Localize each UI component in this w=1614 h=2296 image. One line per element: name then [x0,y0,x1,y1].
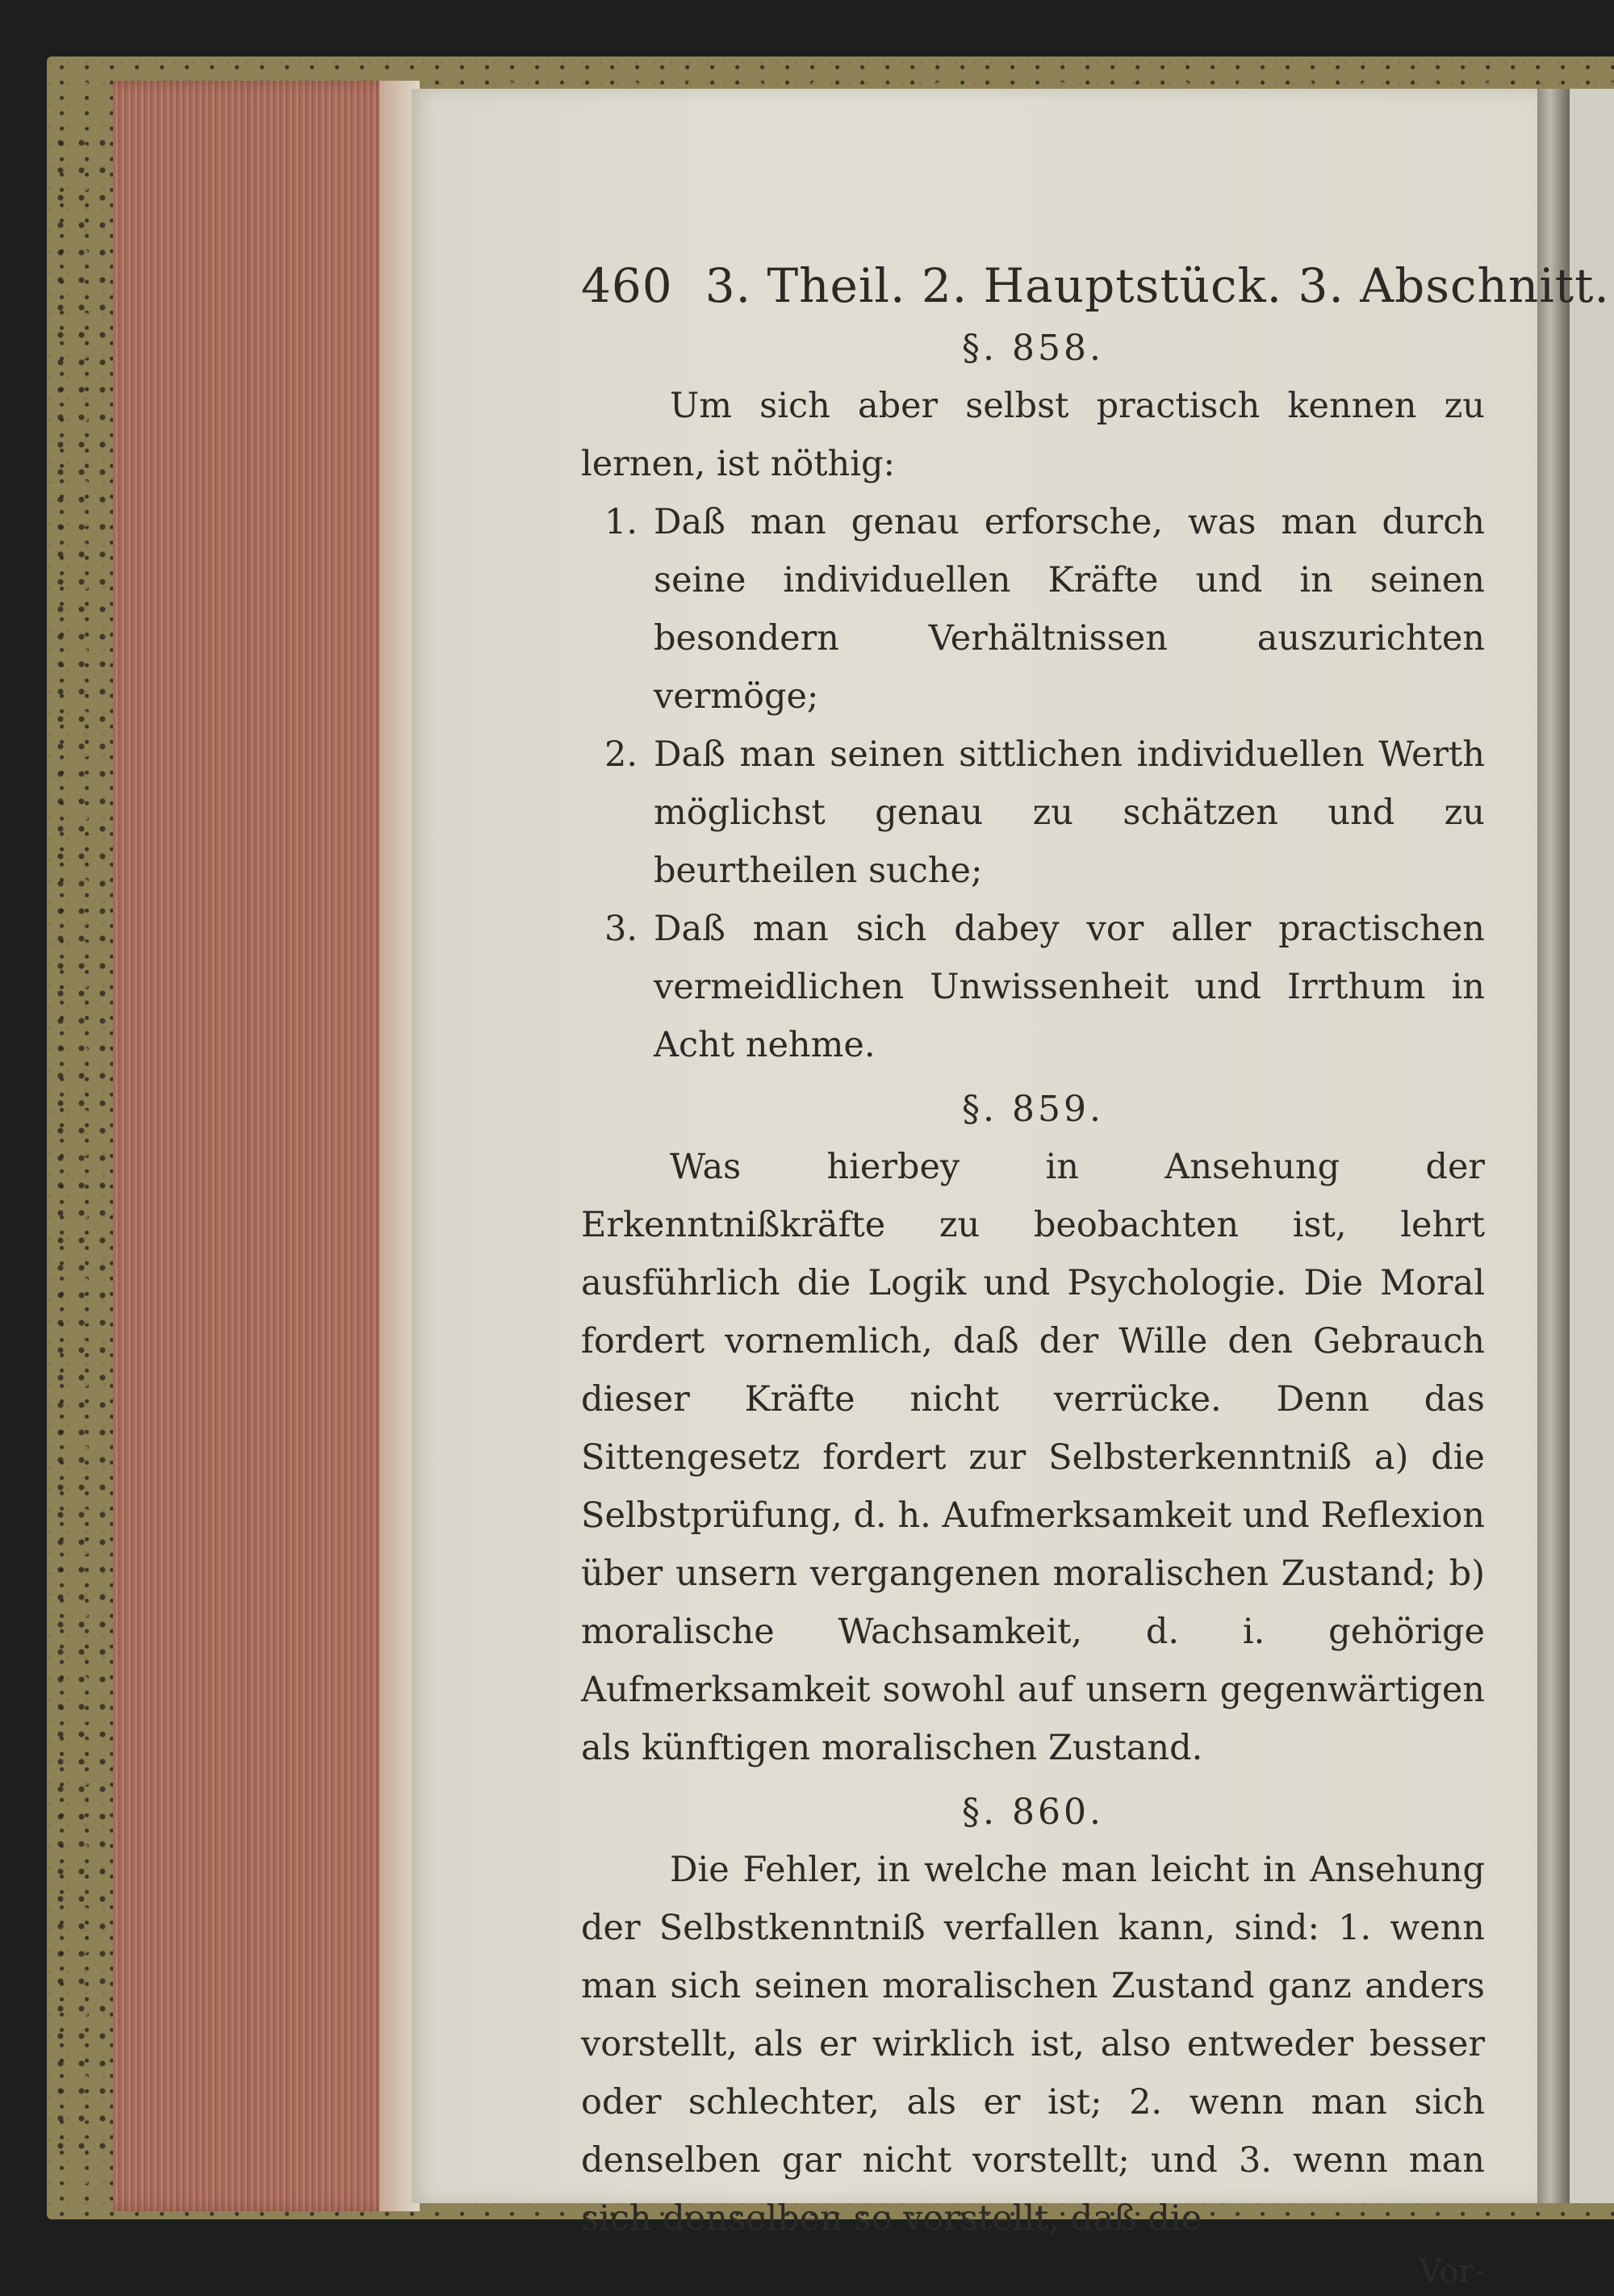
numbered-list [581,493,1485,1074]
list-item [581,900,1485,1074]
list-item-number: 3. [604,909,638,949]
page-number: 460 [581,258,673,313]
facing-page [1570,89,1614,2203]
page-text [581,258,1610,2296]
catchword: Vor- [1419,2253,1485,2290]
running-head: 3. Theil. 2. Hauptstück. 3. Abschnitt. [705,258,1610,313]
list-item [581,726,1485,900]
section-paragraph: Die Fehler, in welche man leicht in Ansehung der Selbstkenntniß verfallen kann, sind: 1. wenn man sich seinen moralischen Zustand ganz anders vorstellt, als er wirklich ist, also entweder besser oder schlechter, als er ist; 2. wenn man sich denselben gar nicht vorstellt; und 3. wenn man sich denselben so vorstellt, daß die [581,1850,1485,2239]
section-number: §. 859. [962,1089,1104,1130]
book-gutter [1537,89,1570,2203]
list-item-text: Daß man seinen sittlichen individuellen Werth möglichst genau zu schätzen und zu beurtheilen suche; [654,734,1485,891]
cover-speckle [50,129,115,2163]
list-item-number: 2. [604,734,638,775]
section-intro: Um sich aber selbst practisch kennen zu lernen, ist nöthig: [581,386,1485,484]
list-item-text: Daß man sich dabey vor aller practischen vermeidlichen Unwissenheit und Irrthum in Acht nehme. [654,909,1485,1065]
list-item-text: Daß man genau erforsche, was man durch seine individuellen Kräfte und in seinen besondern Verhältnissen auszurichten vermöge; [654,502,1485,717]
section-paragraph: Was hierbey in Ansehung der Erkenntnißkräfte zu beobachten ist, lehrt ausführlich die Logik und Psychologie. Die Moral fordert vornemlich, daß der Wille den Gebrauch dieser Kräfte nicht verrücke. Denn das Sittengesetz fordert zur Selbsterkenntniß a) die Selbstprüfung, d. h. Aufmerksamkeit und Reflexion über unsern vergangenen moralischen Zustand; b) moralische Wachsamkeit, d. i. gehörige Aufmerksamkeit sowohl auf unsern gegenwärtigen als künftigen moralischen Zustand. [581,1147,1485,1768]
page-block-edge [113,81,412,2211]
list-item [581,493,1485,726]
list-item-number: 1. [604,502,638,542]
running-header [581,258,1610,313]
section-number: §. 858. [962,328,1104,369]
section-number: §. 860. [962,1792,1104,1833]
